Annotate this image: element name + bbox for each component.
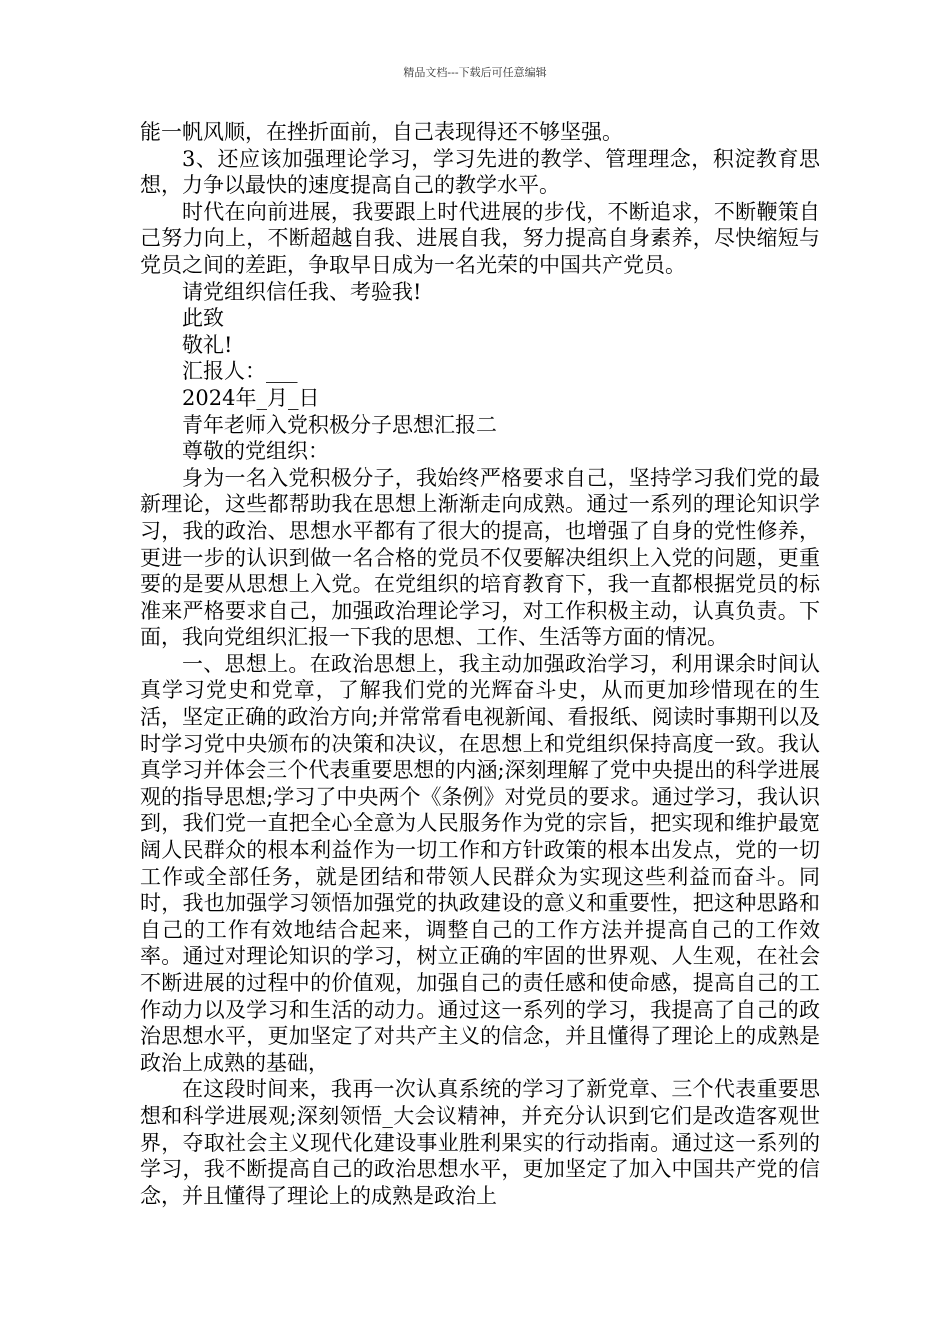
paragraph: 3、还应该加强理论学习，学习先进的教学、管理理念，积淀教育思想，力争以最快的速度提高自己的教学水平。 <box>140 146 820 198</box>
paragraph: 能一帆风顺，在挫折面前，自己表现得还不够坚强。 <box>140 120 623 144</box>
salutation-line: 敬礼! <box>182 332 233 357</box>
document-body <box>140 119 820 1209</box>
section-title: 青年老师入党积极分子思想汇报二 <box>182 412 497 437</box>
page-header: 精品文档---下载后可任意编辑 <box>403 66 547 79</box>
paragraph: 一、思想上。在政治思想上，我主动加强政治学习，利用课余时间认真学习党史和党章，了解我们党的光辉奋斗史，从而更加珍惜现在的生活，坚定正确的政治方向;并常常看电视新闻、看报纸、阅读时事期刊以及时学习党中央颁布的决策和决议，在思想上和党组织保持高度一致。我认真学习并体会三个代表重要思想的内涵;深刻理解了党中央提出的科学进展观的指导思想;学习了中央两个《条例》对党员的要求。通过学习，我认识到，我们党一直把全心全意为人民服务作为党的宗旨，把实现和维护最宽阔人民群众的根本利益作为一切工作和方针政策的根本出发点，党的一切工作或全部任务，就是团结和带领人民群众为实现这些利益而奋斗。同时，我也加强学习领悟加强党的执政建设的意义和重要性，把这种思路和自己的工作有效地结合起来，调整自己的工作方法并提高自己的工作效率。通过对理论知识的学习，树立正确的牢固的世界观、人生观，在社会不断进展的过程中的价值观，加强自己的责任感和使命感，提高自己的工作动力以及学习和生活的动力。通过这一系列的学习，我提高了自己的政治思想水平，更加坚定了对共产主义的信念，并且懂得了理论上的成熟是政治上成熟的基础， <box>140 651 820 1075</box>
report-date: 2024年_月_日 <box>182 385 320 410</box>
paragraph: 在这段时间来，我再一次认真系统的学习了新党章、三个代表重要思想和科学进展观;深刻领悟_大会议精神，并充分认识到它们是改造客观世界，夺取社会主义现代化建设事业胜利果实的行动指南。通过这一系列的学习，我不断提高自己的政治思想水平，更加坚定了加入中国共产党的信念，并且懂得了理论上的成熟是政治上 <box>140 1077 820 1208</box>
closing-request: 请党组织信任我、考验我! <box>182 279 422 304</box>
salutation-line: 此致 <box>182 306 224 331</box>
paragraph: 时代在向前进展，我要跟上时代进展的步伐，不断追求，不断鞭策自己努力向上，不断超越自我、进展自我，努力提高自身素养，尽快缩短与党员之间的差距，争取早日成为一名光荣的中国共产党员。 <box>140 199 820 277</box>
greeting: 尊敬的党组织： <box>182 439 329 464</box>
reporter-signature: 汇报人：___ <box>182 359 298 384</box>
paragraph: 身为一名入党积极分子，我始终严格要求自己，坚持学习我们党的最新理论，这些都帮助我在思想上渐渐走向成熟。通过一系列的理论知识学习，我的政治、思想水平都有了很大的提高，也增强了自身的党性修养，更进一步的认识到做一名合格的党员不仅要解决组织上入党的问题，更重要的是要从思想上入党。在党组织的培育教育下，我一直都根据党员的标准来严格要求自己，加强政治理论学习，对工作积极主动，认真负责。下面，我向党组织汇报一下我的思想、工作、生活等方面的情况。 <box>140 465 820 650</box>
